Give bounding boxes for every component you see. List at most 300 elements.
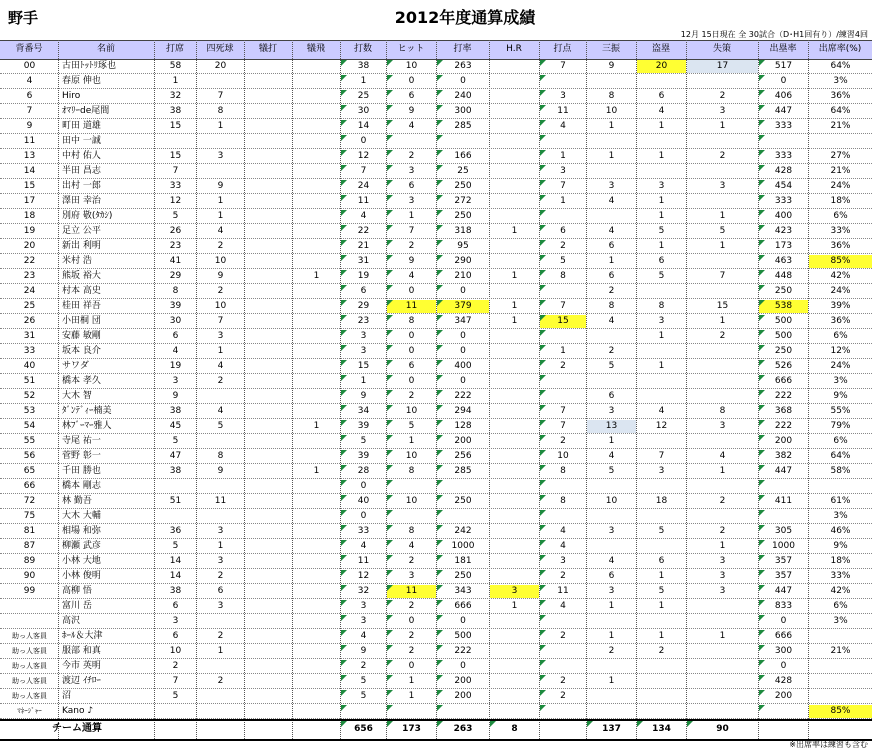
cell-name: 半田 昌志 bbox=[62, 166, 101, 176]
cell-errors: 3 bbox=[719, 556, 726, 566]
cell-sac-bunt bbox=[245, 465, 292, 478]
cell-name: 大木 大輔 bbox=[62, 511, 101, 521]
cell-rbi: 2 bbox=[560, 631, 566, 641]
footer-note: ※出席率は練習も含む bbox=[789, 740, 868, 749]
row-divider bbox=[0, 658, 872, 659]
cell-pa: 19 bbox=[169, 361, 182, 371]
cell-walks bbox=[197, 510, 244, 523]
cell-sac-bunt bbox=[245, 270, 292, 283]
cell-at-bats: 1 bbox=[360, 376, 367, 386]
cell-hr bbox=[490, 390, 539, 403]
cell-hr bbox=[490, 510, 539, 523]
cell-steals bbox=[637, 75, 686, 88]
cell-strikeouts: 1 bbox=[608, 601, 615, 611]
cell-rbi: 11 bbox=[557, 586, 569, 596]
total-rbi bbox=[540, 721, 586, 737]
cell-hits: 0 bbox=[408, 376, 415, 386]
column-header-rbi: 打点 bbox=[553, 44, 572, 54]
cell-marker-icon bbox=[759, 675, 765, 681]
cell-avg: 290 bbox=[454, 256, 472, 266]
total-marker-icon bbox=[341, 721, 347, 727]
cell-marker-icon bbox=[759, 195, 765, 201]
row-divider bbox=[0, 673, 872, 674]
row-divider bbox=[0, 208, 872, 209]
cell-steals: 7 bbox=[658, 451, 665, 461]
cell-sac-bunt bbox=[245, 615, 292, 628]
cell-strikeouts: 3 bbox=[608, 406, 615, 416]
cell-pa bbox=[155, 705, 196, 718]
cell-number: 18 bbox=[23, 211, 36, 221]
cell-pa: 36 bbox=[169, 526, 182, 536]
cell-name: 安藤 敏剛 bbox=[62, 331, 101, 341]
cell-sac-bunt bbox=[245, 105, 292, 118]
cell-marker-icon bbox=[759, 75, 765, 81]
cell-hr bbox=[490, 435, 539, 448]
cell-number: ﾏﾈｰｼﾞｬｰ bbox=[17, 707, 42, 715]
cell-marker-icon bbox=[759, 450, 765, 456]
cell-attendance: 36% bbox=[830, 241, 851, 251]
cell-rbi: 5 bbox=[560, 256, 566, 266]
cell-attendance: 33% bbox=[830, 226, 851, 236]
cell-number: 31 bbox=[23, 331, 36, 341]
cell-marker-icon bbox=[437, 75, 443, 81]
cell-marker-icon bbox=[759, 105, 765, 111]
cell-marker-icon bbox=[387, 525, 393, 531]
cell-marker-icon bbox=[387, 390, 393, 396]
cell-marker-icon bbox=[341, 60, 347, 66]
cell-sac-bunt bbox=[245, 420, 292, 433]
cell-errors: 2 bbox=[719, 496, 726, 506]
cell-name: 渡辺 ｲﾁﾛｰ bbox=[62, 676, 101, 686]
cell-at-bats: 19 bbox=[357, 271, 370, 281]
cell-marker-icon bbox=[540, 510, 546, 516]
cell-strikeouts bbox=[587, 480, 636, 493]
cell-marker-icon bbox=[540, 465, 546, 471]
cell-hr bbox=[490, 405, 539, 418]
cell-strikeouts: 2 bbox=[608, 286, 615, 296]
cell-obp: 0 bbox=[780, 616, 787, 626]
cell-avg: 256 bbox=[454, 451, 472, 461]
cell-sac-bunt bbox=[245, 690, 292, 703]
total-at-bats: 656 bbox=[354, 724, 373, 734]
cell-walks bbox=[197, 480, 244, 493]
cell-marker-icon bbox=[759, 525, 765, 531]
cell-sac-fly bbox=[293, 540, 340, 553]
cell-strikeouts: 5 bbox=[608, 361, 615, 371]
cell-walks: 20 bbox=[214, 61, 227, 71]
cell-hits: 9 bbox=[408, 106, 415, 116]
cell-rbi bbox=[540, 615, 586, 628]
cell-name: 出村 一郎 bbox=[62, 181, 101, 191]
cell-pa: 8 bbox=[172, 286, 179, 296]
cell-obp: 333 bbox=[774, 151, 793, 161]
cell-marker-icon bbox=[387, 315, 393, 321]
cell-number: 65 bbox=[23, 466, 36, 476]
cell-sac-bunt bbox=[245, 450, 292, 463]
cell-strikeouts: 4 bbox=[608, 196, 615, 206]
cell-marker-icon bbox=[540, 540, 546, 546]
cell-hr bbox=[490, 90, 539, 103]
cell-strikeouts: 3 bbox=[608, 586, 615, 596]
cell-name: 小林 俊明 bbox=[62, 571, 101, 581]
cell-errors: 3 bbox=[719, 586, 726, 596]
cell-errors bbox=[687, 345, 758, 358]
cell-hr: 1 bbox=[511, 226, 518, 236]
cell-obp: 382 bbox=[774, 451, 793, 461]
cell-walks: 2 bbox=[217, 676, 224, 686]
cell-marker-icon bbox=[341, 120, 347, 126]
cell-obp: 250 bbox=[774, 286, 793, 296]
cell-marker-icon bbox=[759, 585, 765, 591]
cell-avg: 250 bbox=[454, 496, 472, 506]
cell-marker-icon bbox=[540, 480, 546, 486]
row-divider bbox=[0, 178, 872, 179]
cell-avg bbox=[437, 480, 489, 493]
cell-marker-icon bbox=[759, 255, 765, 261]
cell-marker-icon bbox=[540, 345, 546, 351]
cell-number: 90 bbox=[23, 571, 36, 581]
cell-marker-icon bbox=[437, 225, 443, 231]
cell-attendance bbox=[809, 135, 872, 148]
row-divider bbox=[0, 553, 872, 554]
cell-name: 林 勤吾 bbox=[62, 496, 92, 506]
row-divider bbox=[0, 133, 872, 134]
cell-name: 寺尾 祐一 bbox=[62, 436, 101, 446]
cell-at-bats: 3 bbox=[360, 346, 367, 356]
cell-avg: 400 bbox=[454, 361, 472, 371]
cell-name: 新出 利明 bbox=[62, 241, 101, 251]
cell-marker-icon bbox=[341, 255, 347, 261]
column-header-strikeouts: 三振 bbox=[601, 44, 620, 54]
cell-at-bats: 14 bbox=[357, 121, 370, 131]
cell-rbi: 4 bbox=[560, 541, 566, 551]
cell-marker-icon bbox=[540, 240, 546, 246]
cell-marker-icon bbox=[387, 105, 393, 111]
cell-sac-fly bbox=[293, 705, 340, 718]
cell-steals bbox=[637, 615, 686, 628]
cell-rbi: 4 bbox=[560, 121, 566, 131]
cell-name: 小林 大地 bbox=[62, 556, 101, 566]
cell-marker-icon bbox=[759, 660, 765, 666]
cell-marker-icon bbox=[341, 330, 347, 336]
cell-strikeouts bbox=[587, 330, 636, 343]
cell-name: 今市 英明 bbox=[62, 661, 101, 671]
cell-marker-icon bbox=[341, 180, 347, 186]
cell-sac-fly bbox=[293, 360, 340, 373]
cell-marker-icon bbox=[341, 195, 347, 201]
cell-sac-fly bbox=[293, 165, 340, 178]
cell-name: Hiro bbox=[62, 91, 81, 101]
cell-marker-icon bbox=[540, 690, 546, 696]
cell-errors: 1 bbox=[719, 466, 726, 476]
cell-hr bbox=[490, 240, 539, 253]
cell-hits: 0 bbox=[408, 331, 415, 341]
cell-marker-icon bbox=[387, 495, 393, 501]
cell-steals: 6 bbox=[658, 556, 665, 566]
cell-marker-icon bbox=[387, 615, 393, 621]
cell-steals: 5 bbox=[658, 226, 665, 236]
cell-hits: 0 bbox=[408, 76, 415, 86]
total-attendance bbox=[809, 721, 872, 737]
cell-number: 助っ人客員 bbox=[12, 632, 47, 640]
cell-walks: 9 bbox=[217, 271, 224, 281]
cell-attendance: 24% bbox=[830, 181, 851, 191]
cell-at-bats: 4 bbox=[360, 541, 367, 551]
cell-marker-icon bbox=[437, 330, 443, 336]
cell-marker-icon bbox=[759, 375, 765, 381]
cell-hits: 6 bbox=[408, 361, 415, 371]
cell-rbi: 3 bbox=[560, 556, 566, 566]
cell-marker-icon bbox=[387, 450, 393, 456]
cell-hits bbox=[387, 705, 436, 718]
cell-pa: 3 bbox=[172, 616, 179, 626]
cell-marker-icon bbox=[759, 225, 765, 231]
cell-number: 20 bbox=[23, 241, 36, 251]
cell-attendance bbox=[809, 660, 872, 673]
cell-marker-icon bbox=[387, 210, 393, 216]
cell-hits: 6 bbox=[408, 91, 415, 101]
total-avg: 263 bbox=[453, 724, 473, 734]
row-divider bbox=[0, 418, 872, 419]
cell-strikeouts bbox=[587, 660, 636, 673]
cell-steals: 3 bbox=[658, 181, 665, 191]
cell-marker-icon bbox=[759, 120, 765, 126]
cell-at-bats: 11 bbox=[357, 196, 370, 206]
cell-avg: 128 bbox=[454, 421, 472, 431]
column-header-hr: H.R bbox=[506, 44, 522, 54]
cell-pa: 38 bbox=[169, 586, 182, 596]
cell-attendance: 64% bbox=[830, 61, 851, 71]
cell-strikeouts bbox=[587, 615, 636, 628]
cell-marker-icon bbox=[341, 300, 347, 306]
cell-number: 24 bbox=[23, 286, 36, 296]
cell-obp: 368 bbox=[774, 406, 793, 416]
cell-marker-icon bbox=[540, 315, 546, 321]
cell-marker-icon bbox=[759, 555, 765, 561]
cell-pa: 32 bbox=[169, 91, 182, 101]
cell-hits: 8 bbox=[408, 466, 415, 476]
cell-sac-fly bbox=[293, 150, 340, 163]
cell-obp bbox=[759, 510, 808, 523]
cell-walks: 3 bbox=[217, 526, 224, 536]
cell-number: 7 bbox=[26, 106, 33, 116]
cell-rbi: 4 bbox=[560, 526, 566, 536]
cell-steals: 4 bbox=[658, 406, 665, 416]
cell-avg: 222 bbox=[454, 646, 472, 656]
cell-steals bbox=[637, 435, 686, 448]
cell-strikeouts: 1 bbox=[608, 256, 615, 266]
cell-errors bbox=[687, 660, 758, 673]
cell-steals: 20 bbox=[637, 60, 686, 73]
cell-steals bbox=[637, 135, 686, 148]
cell-at-bats: 5 bbox=[360, 691, 367, 701]
cell-number: 4 bbox=[26, 76, 33, 86]
cell-number: 17 bbox=[23, 196, 36, 206]
cell-attendance: 21% bbox=[830, 166, 851, 176]
cell-number: 53 bbox=[23, 406, 36, 416]
cell-marker-icon bbox=[437, 195, 443, 201]
cell-marker-icon bbox=[341, 510, 347, 516]
cell-sac-fly bbox=[293, 525, 340, 538]
cell-walks: 9 bbox=[217, 181, 224, 191]
cell-hits bbox=[387, 510, 436, 523]
cell-at-bats: 38 bbox=[357, 61, 370, 71]
cell-obp: 0 bbox=[780, 76, 787, 86]
cell-sac-bunt bbox=[245, 90, 292, 103]
row-divider bbox=[0, 403, 872, 404]
cell-obp: 400 bbox=[774, 211, 793, 221]
cell-strikeouts: 4 bbox=[608, 316, 615, 326]
row-divider bbox=[0, 598, 872, 599]
cell-walks: 2 bbox=[217, 571, 224, 581]
row-divider bbox=[0, 628, 872, 629]
cell-at-bats: 12 bbox=[357, 571, 370, 581]
cell-walks: 1 bbox=[217, 541, 224, 551]
cell-hits: 9 bbox=[408, 256, 415, 266]
cell-rbi: 2 bbox=[560, 691, 566, 701]
cell-hr bbox=[490, 660, 539, 673]
cell-obp: 250 bbox=[774, 346, 793, 356]
cell-marker-icon bbox=[341, 630, 347, 636]
cell-walks: 1 bbox=[217, 346, 224, 356]
cell-errors: 4 bbox=[719, 451, 726, 461]
cell-marker-icon bbox=[759, 630, 765, 636]
cell-steals bbox=[637, 510, 686, 523]
cell-marker-icon bbox=[437, 345, 443, 351]
cell-sac-fly bbox=[293, 90, 340, 103]
cell-marker-icon bbox=[759, 165, 765, 171]
cell-marker-icon bbox=[540, 210, 546, 216]
cell-at-bats: 28 bbox=[357, 466, 370, 476]
cell-errors bbox=[687, 195, 758, 208]
cell-avg bbox=[437, 510, 489, 523]
cell-pa: 58 bbox=[169, 61, 182, 71]
cell-rbi bbox=[540, 510, 586, 523]
cell-avg: 0 bbox=[460, 346, 466, 356]
cell-avg bbox=[437, 135, 489, 148]
cell-avg: 25 bbox=[457, 166, 469, 176]
cell-obp: 222 bbox=[774, 421, 793, 431]
row-divider bbox=[0, 448, 872, 449]
total-marker-icon bbox=[387, 721, 393, 727]
cell-rbi: 15 bbox=[540, 315, 586, 328]
cell-sac-fly bbox=[293, 660, 340, 673]
cell-marker-icon bbox=[437, 60, 443, 66]
cell-errors: 5 bbox=[719, 226, 726, 236]
column-header-obp: 出塁率 bbox=[769, 44, 797, 54]
cell-pa: 47 bbox=[169, 451, 182, 461]
cell-rbi: 2 bbox=[560, 571, 566, 581]
cell-marker-icon bbox=[387, 270, 393, 276]
cell-errors: 1 bbox=[719, 631, 726, 641]
cell-pa: 38 bbox=[169, 406, 182, 416]
cell-strikeouts: 8 bbox=[608, 301, 615, 311]
cell-avg: 250 bbox=[454, 571, 472, 581]
cell-errors: 7 bbox=[719, 271, 726, 281]
cell-marker-icon bbox=[437, 480, 443, 486]
cell-attendance: 3% bbox=[833, 376, 848, 386]
cell-errors bbox=[687, 360, 758, 373]
cell-strikeouts: 6 bbox=[608, 571, 615, 581]
cell-marker-icon bbox=[341, 435, 347, 441]
cell-hits: 1 bbox=[408, 691, 415, 701]
cell-sac-bunt bbox=[245, 195, 292, 208]
cell-marker-icon bbox=[540, 420, 546, 426]
column-header-errors: 失策 bbox=[712, 44, 731, 54]
cell-errors: 3 bbox=[719, 421, 726, 431]
cell-hits: 2 bbox=[408, 631, 415, 641]
cell-errors bbox=[687, 435, 758, 448]
cell-obp: 357 bbox=[774, 556, 793, 566]
cell-attendance: 6% bbox=[833, 211, 848, 221]
cell-pa: 10 bbox=[169, 646, 182, 656]
cell-marker-icon bbox=[540, 150, 546, 156]
cell-errors bbox=[687, 480, 758, 493]
cell-strikeouts bbox=[587, 165, 636, 178]
cell-obp: 406 bbox=[774, 91, 793, 101]
cell-marker-icon bbox=[540, 180, 546, 186]
cell-name: 米村 浩 bbox=[62, 256, 92, 266]
cell-attendance: 21% bbox=[830, 646, 851, 656]
cell-number: 81 bbox=[23, 526, 36, 536]
cell-at-bats: 15 bbox=[357, 361, 370, 371]
total-marker-icon bbox=[637, 721, 643, 727]
cell-pa: 26 bbox=[169, 226, 182, 236]
cell-sac-bunt bbox=[245, 300, 292, 313]
column-header-attendance: 出席率(%) bbox=[818, 44, 862, 54]
cell-pa: 1 bbox=[172, 76, 179, 86]
cell-rbi: 8 bbox=[560, 466, 566, 476]
cell-walks: 10 bbox=[214, 301, 227, 311]
cell-walks: 1 bbox=[217, 121, 224, 131]
cell-walks: 10 bbox=[214, 256, 227, 266]
cell-at-bats bbox=[341, 705, 386, 718]
cell-hits: 3 bbox=[408, 571, 415, 581]
cell-walks bbox=[197, 75, 244, 88]
cell-marker-icon bbox=[759, 510, 765, 516]
cell-sac-bunt bbox=[245, 225, 292, 238]
cell-walks: 3 bbox=[217, 331, 224, 341]
cell-name: 別府 敬(ﾀｶｼ) bbox=[62, 211, 113, 221]
cell-attendance: 24% bbox=[830, 361, 851, 371]
cell-at-bats: 32 bbox=[357, 586, 370, 596]
row-divider bbox=[0, 508, 872, 509]
cell-steals bbox=[637, 660, 686, 673]
cell-attendance bbox=[809, 630, 872, 643]
cell-obp: 833 bbox=[774, 601, 793, 611]
cell-hr bbox=[490, 450, 539, 463]
cell-marker-icon bbox=[759, 270, 765, 276]
cell-rbi: 1 bbox=[560, 196, 566, 206]
cell-number: 19 bbox=[23, 226, 36, 236]
cell-attendance: 18% bbox=[830, 196, 851, 206]
cell-pa: 5 bbox=[172, 691, 179, 701]
cell-number: 助っ人客員 bbox=[12, 647, 47, 655]
row-divider bbox=[0, 73, 872, 74]
cell-avg: 0 bbox=[460, 376, 466, 386]
cell-strikeouts: 4 bbox=[608, 556, 615, 566]
cell-obp: 300 bbox=[774, 646, 793, 656]
cell-errors: 2 bbox=[719, 331, 726, 341]
cell-marker-icon bbox=[759, 180, 765, 186]
cell-strikeouts: 2 bbox=[608, 646, 615, 656]
cell-sac-fly bbox=[293, 390, 340, 403]
cell-number bbox=[1, 615, 58, 628]
cell-hits: 0 bbox=[408, 616, 415, 626]
cell-hr bbox=[490, 480, 539, 493]
total-errors: 90 bbox=[716, 724, 729, 734]
row-divider bbox=[0, 298, 872, 299]
